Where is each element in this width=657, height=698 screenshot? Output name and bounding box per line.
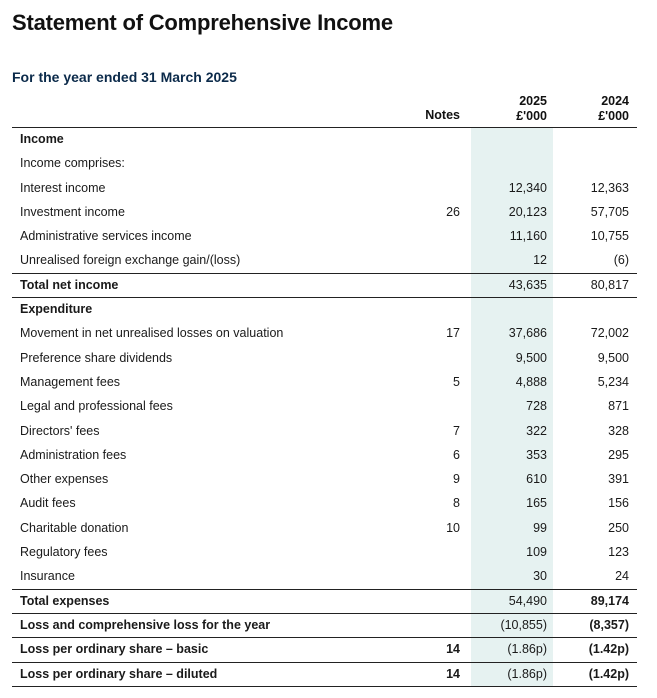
row-value-2024: 10,755 [590, 229, 629, 244]
table-row [12, 273, 637, 297]
row-value-2024: 391 [608, 472, 629, 487]
table-row [12, 224, 637, 248]
row-value-2024: 24 [615, 569, 629, 584]
table-row [12, 516, 637, 540]
notes-column-header: Notes [425, 108, 460, 122]
row-value-2024: 12,363 [590, 180, 629, 195]
total-income-top-rule [12, 273, 637, 274]
column-header-2024 [560, 94, 629, 124]
row-value-2024: (6) [613, 253, 629, 268]
row-note: 14 [446, 666, 460, 681]
row-value-2024: 295 [608, 447, 629, 462]
row-value-2025: 353 [526, 447, 547, 462]
row-label: Legal and professional fees [20, 399, 173, 414]
row-note: 7 [453, 423, 460, 438]
row-label: Administrative services income [20, 229, 192, 244]
row-label: Loss per ordinary share – basic [20, 642, 209, 657]
table-row [12, 540, 637, 564]
row-label: Loss per ordinary share – diluted [20, 666, 218, 681]
row-label: Directors' fees [20, 423, 100, 438]
row-value-2024: 250 [608, 520, 629, 535]
row-value-2025: 99 [533, 520, 547, 535]
row-value-2024: 72,002 [590, 326, 629, 341]
row-label: Insurance [20, 569, 75, 584]
row-note: 9 [453, 472, 460, 487]
row-label: Total net income [20, 277, 119, 292]
table-row [12, 589, 637, 613]
table-top-rule [12, 127, 637, 128]
row-label: Income comprises: [20, 156, 125, 171]
row-value-2024: 80,817 [590, 277, 629, 292]
row-value-2025: (1.86p) [507, 642, 547, 657]
column-header-2025-unit: £'000 [516, 109, 547, 123]
income-statement-table [12, 127, 637, 686]
row-value-2025: 9,500 [515, 350, 547, 365]
table-row [12, 297, 637, 321]
row-value-2025: 610 [526, 472, 547, 487]
row-value-2024: 123 [608, 545, 629, 560]
row-note: 6 [453, 447, 460, 462]
table-row [12, 467, 637, 491]
row-value-2025: 4,888 [515, 374, 547, 389]
row-label: Movement in net unrealised losses on valuation [20, 326, 284, 341]
row-value-2024: 871 [608, 399, 629, 414]
row-value-2025: 11,160 [509, 229, 547, 244]
row-note: 14 [446, 642, 460, 657]
row-label: Preference share dividends [20, 350, 173, 365]
row-value-2025: (1.86p) [507, 666, 547, 681]
table-row [12, 662, 637, 686]
row-label: Investment income [20, 204, 125, 219]
loss-row-bottom-rule [12, 637, 637, 638]
row-label: Administration fees [20, 447, 127, 462]
eps-separator-rule [12, 662, 637, 663]
table-row [12, 443, 637, 467]
total-income-bottom-rule [12, 297, 637, 298]
row-label: Regulatory fees [20, 545, 108, 560]
table-row [12, 491, 637, 515]
row-value-2024: (1.42p) [588, 642, 629, 657]
table-row [12, 248, 637, 272]
column-header-2025-year: 2025 [519, 94, 547, 108]
table-row [12, 370, 637, 394]
row-value-2025: 12 [533, 253, 547, 268]
row-value-2024: 156 [608, 496, 629, 511]
row-note: 26 [446, 204, 460, 219]
row-label: Audit fees [20, 496, 76, 511]
row-note: 8 [453, 496, 460, 511]
row-value-2025: 728 [526, 399, 547, 414]
row-value-2024: 5,234 [597, 374, 629, 389]
row-label: Total expenses [20, 593, 110, 608]
row-value-2025: (10,855) [500, 617, 547, 632]
row-value-2025: 322 [526, 423, 547, 438]
row-label: Other expenses [20, 472, 109, 487]
row-label: Loss and comprehensive loss for the year [20, 617, 271, 632]
row-label: Management fees [20, 374, 121, 389]
table-row [12, 176, 637, 200]
table-row [12, 321, 637, 345]
table-row [12, 637, 637, 661]
row-label: Income [20, 132, 64, 146]
loss-row-top-rule [12, 613, 637, 614]
page-title: Statement of Comprehensive Income [12, 10, 393, 35]
row-value-2024: (1.42p) [588, 666, 629, 681]
row-value-2024: (8,357) [589, 617, 629, 632]
row-note: 5 [453, 374, 460, 389]
row-value-2025: 30 [533, 569, 547, 584]
table-row [12, 613, 637, 637]
table-row [12, 127, 637, 151]
row-value-2025: 12,340 [508, 180, 547, 195]
row-value-2025: 43,635 [508, 277, 547, 292]
table-bottom-rule [12, 686, 637, 687]
total-expenses-top-rule [12, 589, 637, 590]
row-value-2025: 165 [526, 496, 547, 511]
table-row [12, 564, 637, 588]
row-label: Expenditure [20, 302, 93, 317]
column-header-2024-year: 2024 [601, 94, 629, 108]
table-row [12, 394, 637, 418]
column-header-2024-unit: £'000 [598, 109, 629, 123]
row-value-2025: 20,123 [508, 204, 547, 219]
row-note: 10 [446, 520, 460, 535]
row-value-2025: 109 [526, 545, 547, 560]
row-value-2025: 54,490 [508, 593, 547, 608]
row-note: 17 [446, 326, 460, 341]
row-value-2025: 37,686 [508, 326, 547, 341]
row-label: Interest income [20, 180, 106, 195]
row-value-2024: 9,500 [597, 350, 629, 365]
row-value-2024: 89,174 [590, 593, 629, 608]
row-label: Charitable donation [20, 520, 129, 535]
column-header-2025 [471, 94, 547, 124]
row-label: Unrealised foreign exchange gain/(loss) [20, 253, 241, 268]
row-value-2024: 328 [608, 423, 629, 438]
table-row [12, 346, 637, 370]
table-row [12, 200, 637, 224]
row-value-2024: 57,705 [590, 204, 629, 219]
table-row [12, 419, 637, 443]
period-subtitle: For the year ended 31 March 2025 [12, 69, 237, 85]
table-row [12, 151, 637, 175]
